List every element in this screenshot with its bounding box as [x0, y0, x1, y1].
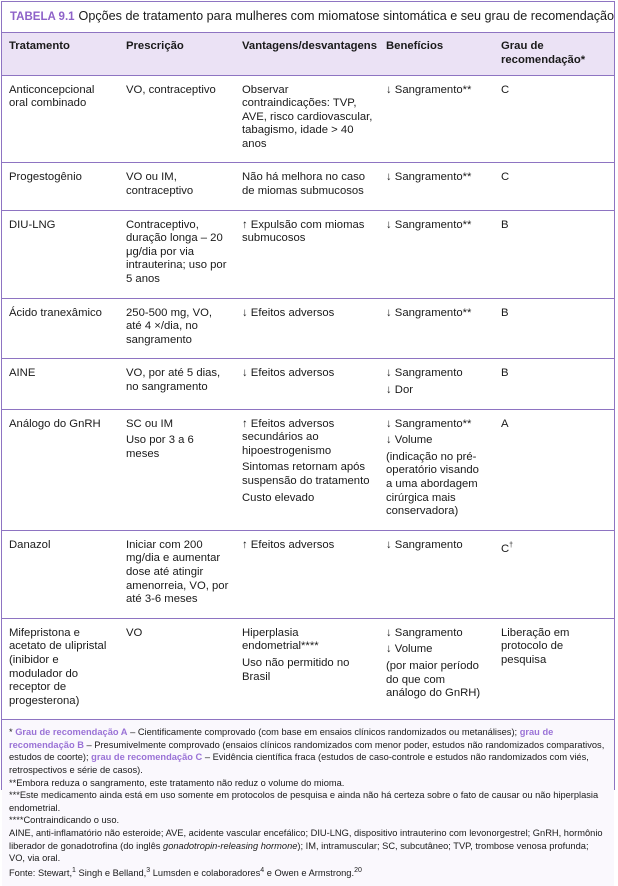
cell-text: Anticoncepcional oral combinado — [9, 83, 95, 110]
abbr-part1: AINE, anti-inflamatório não esteroide; AVE, acidente vascular encefálico; DIU-LNG, dispositivo intrauterino com levonorgestrel; GnRH, hormônio liberador de gonadotrofina (do inglês — [9, 828, 603, 851]
grade-b-text: – Presumivelmente comprovado (ensaios clínicos randomizados com menor poder, estudos não randomizados comparativos, estudos de coorte); — [9, 739, 605, 763]
table-row — [2, 210, 614, 298]
footnote-2: **Embora reduza o sangramento, este tratamento não reduz o volume do mioma. — [9, 777, 345, 788]
cell-text: ↓ Sangramento** — [386, 171, 472, 184]
cell-treatment — [2, 210, 119, 298]
cell-text: B — [501, 367, 509, 380]
source-text: Lumsden e colaboradores — [150, 867, 261, 878]
cell-treatment — [2, 163, 119, 210]
cell-advantages — [235, 409, 379, 530]
table-title — [2, 2, 614, 33]
header-vantagens: Vantagens/desvantagens — [235, 33, 379, 75]
table-container — [1, 1, 615, 878]
table-row — [2, 163, 614, 210]
table-row — [2, 75, 614, 163]
cell-grade — [494, 409, 614, 530]
cell-text: Observar contraindicações: TVP, AVE, risco cardiovascular, tabagismo, idade > 40 anos — [242, 83, 373, 150]
cell-text: ↓ Sangramento** — [386, 218, 472, 231]
cell-treatment — [2, 359, 119, 409]
cell-text: A — [501, 417, 509, 430]
cell-benefits — [379, 75, 494, 163]
cell-text: ↑ Efeitos adversos secundários ao hipoestrogenismo — [242, 417, 335, 457]
grade-a-label: Grau de recomendação A — [15, 727, 128, 738]
cell-text: B — [501, 218, 509, 231]
cell-text: Liberação em protocolo de pesquisa — [501, 626, 570, 666]
cell-text: Progestogênio — [9, 171, 82, 184]
cell-text: C† — [501, 541, 514, 555]
cell-grade — [494, 359, 614, 409]
cell-advantages — [235, 75, 379, 163]
cell-text: SC ou IM — [126, 417, 174, 430]
cell-grade — [494, 618, 614, 719]
cell-advantages — [235, 163, 379, 210]
cell-prescription — [119, 409, 235, 530]
cell-text: Uso por 3 a 6 meses — [126, 434, 194, 460]
cell-text: Custo elevado — [242, 491, 315, 504]
abbr-part2: ); IM, intramuscular; SC, subcutâneo; TVP, trombose venosa profunda; VO, via oral. — [9, 840, 589, 864]
cell-prescription — [119, 163, 235, 210]
abbreviations — [9, 827, 607, 865]
footnotes — [2, 719, 614, 885]
footnote-4: ****Contraindicando o uso. — [9, 815, 120, 826]
cell-treatment — [2, 298, 119, 359]
ref: 4 — [260, 866, 265, 874]
cell-benefits — [379, 618, 494, 719]
source — [9, 865, 607, 880]
source-text: Fonte: Stewart, — [9, 867, 73, 878]
cell-benefits — [379, 210, 494, 298]
source-text: Singh e Belland, — [75, 867, 147, 878]
cell-text: Contraceptivo, duração longa – 20 μg/dia por via intrauterina; uso por 5 anos — [126, 218, 227, 286]
cell-text: ↑ Expulsão com miomas submucosos — [242, 218, 365, 245]
cell-grade — [494, 210, 614, 298]
cell-text: Não há melhora no caso de miomas submucosos — [242, 171, 366, 198]
dagger-mark: † — [509, 541, 514, 549]
header-beneficios: Benefícios — [379, 33, 494, 75]
cell-prescription — [119, 210, 235, 298]
ref: 3 — [146, 866, 151, 874]
cell-prescription — [119, 75, 235, 163]
cell-prescription — [119, 298, 235, 359]
cell-benefits — [379, 409, 494, 530]
cell-text: VO, contraceptivo — [126, 83, 216, 96]
cell-text: ↓ Sangramento — [386, 538, 463, 551]
cell-grade — [494, 298, 614, 359]
cell-text: Mifepristona e acetato de ulipristal (inibidor e modulador do receptor de progesterona) — [9, 626, 107, 707]
grade-a-text: – Cientificamente comprovado (com base em ensaios clínicos randomizados ou metanálises); — [127, 727, 520, 738]
cell-text: 250-500 mg, VO, até 4 ×/dia, no sangramento — [126, 306, 213, 346]
cell-text: ↓ Efeitos adversos — [242, 306, 335, 319]
cell-text: Danazol — [9, 538, 51, 551]
cell-treatment — [2, 530, 119, 618]
cell-text: ↓ Dor — [386, 384, 413, 396]
cell-advantages — [235, 298, 379, 359]
header-prescricao: Prescrição — [119, 33, 235, 75]
cell-treatment — [2, 409, 119, 530]
cell-text: VO ou IM, contraceptivo — [126, 171, 194, 198]
ref: 1 — [72, 866, 76, 874]
grade-c-text: – Evidência científica fraca (estudos de caso-controle e estudos não randomizados com viés, retrospectivos e série de casos). — [9, 752, 589, 776]
ref: 20 — [354, 866, 362, 874]
cell-advantages — [235, 210, 379, 298]
cell-text: ↓ Sangramento** — [386, 306, 472, 319]
cell-text: VO, por até 5 dias, no sangramento — [126, 367, 221, 393]
treatment-table — [2, 33, 614, 719]
header-row — [2, 33, 614, 75]
cell-text: ↓ Sangramento — [386, 367, 463, 380]
table-caption: Opções de tratamento para mulheres com miomatose sintomática e seu grau de recomendação — [78, 9, 615, 23]
abbr-italic: gonadotropin-releasing hormone — [163, 840, 298, 851]
cell-text: Hiperplasia endometrial**** — [242, 626, 319, 653]
cell-grade — [494, 530, 614, 618]
cell-treatment — [2, 618, 119, 719]
footnote-3: ***Este medicamento ainda está em uso somente em protocolos de pesquisa e ainda não há certeza sobre o fato de causar ou não hiperplasia endometrial. — [9, 790, 599, 813]
cell-text: Uso não permitido no Brasil — [242, 656, 350, 683]
table-number: TABELA 9.1 — [10, 11, 75, 23]
table-row — [2, 618, 614, 719]
table-row — [2, 409, 614, 530]
cell-text: ↓ Efeitos adversos — [242, 367, 335, 380]
cell-text: ↓ Volume — [386, 434, 433, 447]
cell-advantages — [235, 530, 379, 618]
table-row — [2, 359, 614, 409]
cell-text: Iniciar com 200 mg/dia e aumentar dose até atingir amenorreia, VO, por até 3-6 meses — [126, 538, 229, 606]
cell-prescription — [119, 530, 235, 618]
cell-text: DIU-LNG — [9, 218, 56, 231]
cell-text: C — [501, 171, 510, 184]
cell-text: B — [501, 306, 509, 319]
cell-prescription — [119, 359, 235, 409]
cell-grade — [494, 75, 614, 163]
grade-b-label: grau de recomendação B — [9, 727, 554, 750]
table-row — [2, 298, 614, 359]
cell-benefits — [379, 298, 494, 359]
cell-text: C — [501, 83, 510, 96]
cell-benefits — [379, 163, 494, 210]
footnote-grades: * Grau de recomendação A – Cientificamente comprovado (com base em ensaios clínicos randomizados ou metanálises); grau de recomendação B – Presumivelmente comprovado (ensaios clínicos randomizados com menor poder, estudos não randomizados comparativos, estudos de coorte); grau de recomendação C – Evidência científica fraca (estudos de caso-controle e estudos não randomizados com viés, retrospectivos e série de casos). — [9, 727, 605, 776]
header-tratamento: Tratamento — [2, 33, 119, 75]
cell-text: ↓ Sangramento — [386, 626, 463, 639]
cell-advantages — [235, 618, 379, 719]
cell-text: ↑ Efeitos adversos — [242, 538, 335, 551]
cell-text: ↓ Sangramento** — [386, 83, 472, 96]
cell-text: VO — [126, 626, 143, 639]
cell-text: Análogo do GnRH — [9, 417, 101, 430]
cell-text: (por maior período do que com análogo do GnRH) — [386, 659, 481, 700]
cell-text: (indicação no pré-operatório visando a uma abordagem cirúrgica mais conservadora) — [386, 450, 479, 518]
header-grau: Grau de recomendação* — [494, 33, 614, 75]
cell-text: ↓ Sangramento** — [386, 417, 472, 430]
cell-benefits — [379, 530, 494, 618]
cell-text: ↓ Volume — [386, 643, 433, 656]
cell-advantages — [235, 359, 379, 409]
table-row — [2, 530, 614, 618]
cell-grade — [494, 163, 614, 210]
cell-text: AINE — [9, 367, 36, 380]
cell-treatment — [2, 75, 119, 163]
cell-benefits — [379, 359, 494, 409]
grade-c-label: grau de recomendação C — [91, 752, 203, 763]
cell-prescription — [119, 618, 235, 719]
source-text: e Owen e Armstrong. — [264, 867, 355, 878]
cell-text: Sintomas retornam após suspensão do tratamento — [242, 461, 370, 487]
cell-text: Ácido tranexâmico — [9, 306, 102, 319]
